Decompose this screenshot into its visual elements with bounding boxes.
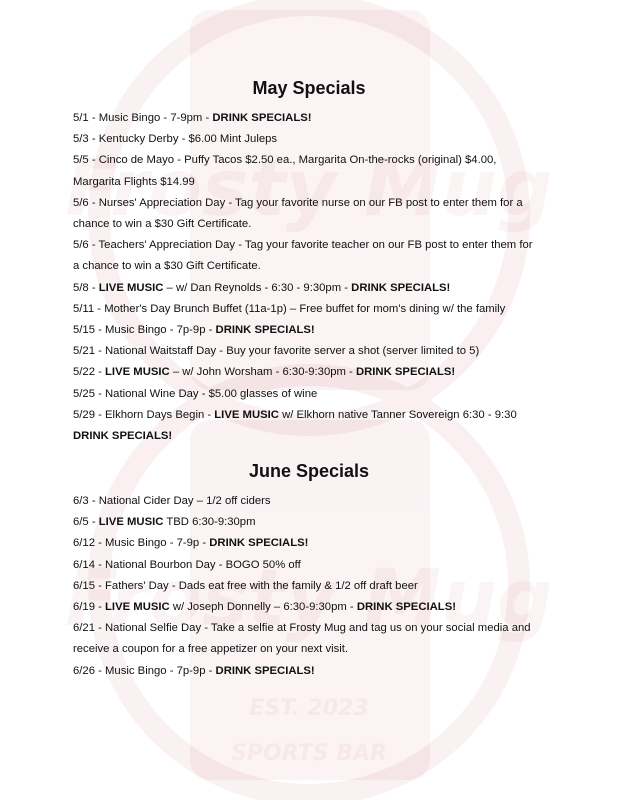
may-special-line bbox=[73, 111, 312, 125]
line-text: 5/15 - Music Bingo - 7p-9p - bbox=[73, 324, 216, 336]
line-text: chance to win a $30 Gift Certificate. bbox=[73, 218, 252, 230]
line-text: – w/ John Worsham - 6:30-9:30pm - bbox=[169, 366, 356, 379]
line-text: 5/8 - bbox=[73, 281, 99, 294]
line-text: 5/29 - Elkhorn Days Begin - bbox=[73, 408, 215, 421]
bold-text: DRINK SPECIALS! bbox=[73, 430, 173, 442]
line-text: TBD 6:30-9:30pm bbox=[163, 516, 256, 529]
june-specials-heading: June Specials bbox=[248, 461, 370, 481]
bold-text: DRINK SPECIALS! bbox=[351, 281, 451, 294]
june-special-line bbox=[73, 515, 256, 529]
may-special-line bbox=[73, 408, 517, 422]
line-text: 6/14 - National Bourbon Day - BOGO 50% off bbox=[73, 558, 301, 571]
line-text: 6/3 - National Cider Day – 1/2 off ciders bbox=[73, 495, 271, 507]
may-special-line bbox=[73, 429, 172, 443]
may-special-line bbox=[73, 281, 450, 295]
bold-text: DRINK SPECIALS! bbox=[215, 324, 315, 336]
june-special-line bbox=[73, 642, 348, 656]
line-text: 5/25 - National Wine Day - $5.00 glasses of wine bbox=[73, 387, 318, 400]
may-special-line bbox=[73, 196, 523, 210]
bold-text: LIVE MUSIC bbox=[214, 408, 279, 421]
june-special-line bbox=[73, 664, 315, 678]
bold-text: DRINK SPECIALS! bbox=[209, 537, 309, 550]
june-special-line bbox=[73, 558, 301, 572]
may-specials-heading: May Specials bbox=[252, 78, 366, 98]
may-special-line bbox=[73, 323, 315, 337]
line-text: w/ Elkhorn native Tanner Sovereign 6:30 - 9:30 bbox=[278, 408, 517, 421]
bold-text: LIVE MUSIC bbox=[98, 516, 164, 529]
line-text: 6/26 - Music Bingo - 7p-9p - bbox=[73, 664, 216, 677]
line-text: a chance to win a $30 Gift Certificate. bbox=[73, 260, 261, 273]
june-special-line bbox=[73, 494, 271, 508]
may-special-line bbox=[73, 175, 195, 189]
bold-text: LIVE MUSIC bbox=[105, 601, 170, 613]
bold-text: DRINK SPECIALS! bbox=[356, 601, 456, 613]
bold-text: DRINK SPECIALS! bbox=[355, 366, 456, 379]
bold-text: LIVE MUSIC bbox=[98, 281, 164, 294]
bold-text: DRINK SPECIALS! bbox=[215, 664, 315, 677]
june-special-line bbox=[73, 600, 456, 614]
may-special-line bbox=[73, 132, 277, 146]
line-text: 5/1 - Music Bingo - 7-9pm - bbox=[73, 112, 213, 124]
line-text: w/ Joseph Donnelly – 6:30-9:30pm - bbox=[169, 601, 357, 613]
line-text: 5/6 - Teachers' Appreciation Day - Tag your favorite teacher on our FB post to enter them for bbox=[73, 239, 533, 252]
may-special-line bbox=[73, 387, 317, 401]
line-text: 5/3 - Kentucky Derby - $6.00 Mint Juleps bbox=[73, 133, 278, 146]
line-text: – w/ Dan Reynolds - 6:30 - 9:30pm - bbox=[163, 281, 352, 294]
line-text: 5/22 - bbox=[73, 366, 106, 379]
june-special-line bbox=[73, 579, 418, 593]
bold-text: DRINK SPECIALS! bbox=[212, 112, 312, 124]
may-special-line bbox=[73, 153, 496, 167]
may-special-line bbox=[73, 259, 261, 273]
line-text: 6/19 - bbox=[73, 601, 106, 613]
line-text: 5/6 - Nurses' Appreciation Day - Tag your favorite nurse on our FB post to enter them for a bbox=[73, 196, 523, 209]
line-text: 6/5 - bbox=[73, 516, 99, 529]
may-special-line bbox=[73, 344, 479, 358]
line-text: 5/5 - Cinco de Mayo - Puffy Tacos $2.50 ea., Margarita On-the-rocks (original) $4.00, bbox=[73, 154, 497, 167]
line-text: 6/21 - National Selfie Day - Take a selfie at Frosty Mug and tag us on your social media and bbox=[73, 622, 531, 635]
line-text: 5/11 - Mother's Day Brunch Buffet (11a-1p) – Free buffet for mom's dining w/ the family bbox=[73, 302, 506, 315]
june-special-line bbox=[73, 536, 308, 550]
may-special-line bbox=[73, 302, 505, 316]
line-text: 6/15 - Fathers' Day - Dads eat free with the family & 1/2 off draft beer bbox=[73, 579, 418, 592]
may-special-line bbox=[73, 217, 251, 231]
line-text: Margarita Flights $14.99 bbox=[73, 175, 195, 188]
line-text: 6/12 - Music Bingo - 7-9p - bbox=[73, 537, 210, 550]
line-text: receive a coupon for a free appetizer on your next visit. bbox=[73, 643, 349, 656]
may-special-line bbox=[73, 238, 533, 252]
line-text: 5/21 - National Waitstaff Day - Buy your favorite server a shot (server limited to 5) bbox=[73, 345, 480, 358]
bold-text: LIVE MUSIC bbox=[105, 366, 170, 379]
may-special-line bbox=[73, 365, 455, 379]
june-special-line bbox=[73, 621, 531, 635]
